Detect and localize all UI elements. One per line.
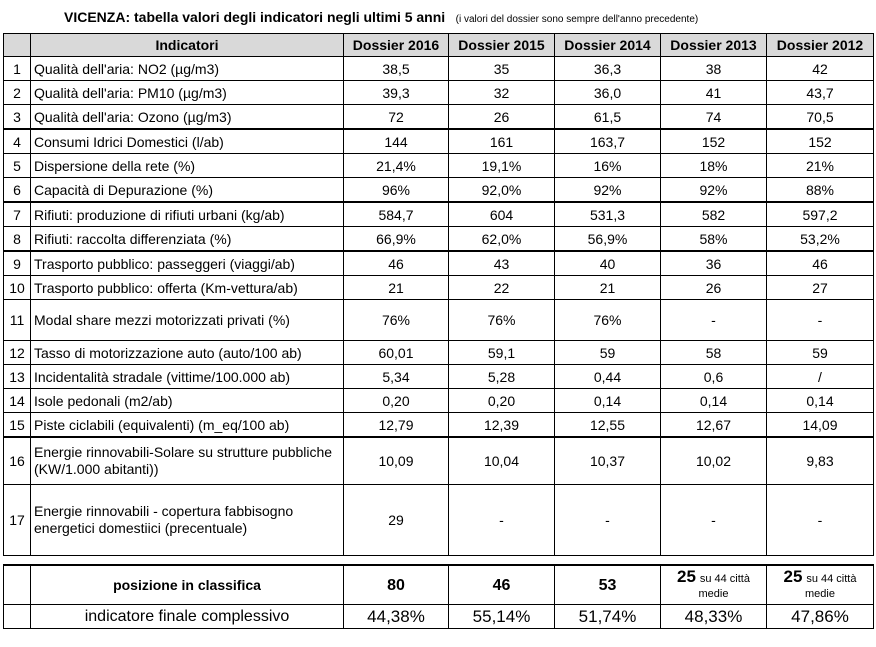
row-number: 16: [4, 437, 31, 485]
indicator-value: 21%: [767, 154, 874, 178]
ranking-value-cell: [767, 565, 874, 605]
indicator-value: -: [767, 300, 874, 341]
indicator-label: Energie rinnovabili-Solare su strutture pubbliche (KW/1.000 abitanti)): [31, 437, 344, 485]
indicator-value: 70,5: [767, 105, 874, 130]
indicator-value: 582: [661, 202, 767, 227]
indicator-label: Tasso di motorizzazione auto (auto/100 ab): [31, 341, 344, 365]
table-row: [4, 227, 874, 252]
indicator-value: 59: [555, 341, 661, 365]
indicator-value: 74: [661, 105, 767, 130]
indicator-value: 62,0%: [449, 227, 555, 252]
indicator-value: -: [767, 485, 874, 556]
row-number: 5: [4, 154, 31, 178]
indicator-value: 5,28: [449, 365, 555, 389]
indicator-value: 12,39: [449, 413, 555, 438]
ranking-value: 46: [492, 576, 511, 594]
table-row: [4, 365, 874, 389]
indicator-value: 59,1: [449, 341, 555, 365]
row-number: 4: [4, 129, 31, 154]
indicator-value: 38,5: [344, 57, 449, 81]
indicator-value: 36,0: [555, 81, 661, 105]
indicator-value: 21,4%: [344, 154, 449, 178]
indicator-value: 12,55: [555, 413, 661, 438]
indicator-value: 604: [449, 202, 555, 227]
indicator-value: 0,44: [555, 365, 661, 389]
indicator-value: 61,5: [555, 105, 661, 130]
indicator-value: 36: [661, 251, 767, 276]
header-dossier-2015: Dossier 2015: [449, 34, 555, 57]
indicator-value: 14,09: [767, 413, 874, 438]
indicator-label: Qualità dell'aria: NO2 (µg/m3): [31, 57, 344, 81]
final-value: 55,14%: [449, 605, 555, 629]
page-title: [64, 9, 698, 27]
indicator-label: Capacità di Depurazione (%): [31, 178, 344, 203]
ranking-value-cell: [555, 565, 661, 605]
indicator-value: 16%: [555, 154, 661, 178]
ranking-value: 80: [387, 576, 405, 594]
indicator-value: 27: [767, 276, 874, 300]
header-dossier-2012: Dossier 2012: [767, 34, 874, 57]
indicator-value: 26: [449, 105, 555, 130]
table-row: [4, 57, 874, 81]
indicator-value: 21: [555, 276, 661, 300]
row-number: 14: [4, 389, 31, 413]
row-number: 10: [4, 276, 31, 300]
indicator-label: Energie rinnovabili - copertura fabbisogno energetici domestiici (precentuale): [31, 485, 344, 556]
indicator-value: 29: [344, 485, 449, 556]
table-row: [4, 413, 874, 438]
indicator-value: 12,67: [661, 413, 767, 438]
indicator-value: 76%: [449, 300, 555, 341]
ranking-suffix: su 44 città medie: [698, 572, 750, 600]
indicator-value: 10,37: [555, 437, 661, 485]
indicator-value: 12,79: [344, 413, 449, 438]
indicator-label: Rifiuti: raccolta differenziata (%): [31, 227, 344, 252]
indicator-value: 92,0%: [449, 178, 555, 203]
indicator-label: Rifiuti: produzione di rifiuti urbani (kg/ab): [31, 202, 344, 227]
header-dossier-2014: Dossier 2014: [555, 34, 661, 57]
spacer-cell: [767, 556, 874, 566]
header-indicatori: Indicatori: [31, 34, 344, 57]
indicator-value: 22: [449, 276, 555, 300]
indicator-value: 0,14: [661, 389, 767, 413]
table-row: [4, 341, 874, 365]
spacer-cell: [31, 556, 344, 566]
indicator-value: 18%: [661, 154, 767, 178]
table-row: [4, 81, 874, 105]
row-number: 9: [4, 251, 31, 276]
table-row: [4, 276, 874, 300]
row-number: 11: [4, 300, 31, 341]
indicator-value: 60,01: [344, 341, 449, 365]
indicator-value: -: [555, 485, 661, 556]
row-number: 1: [4, 57, 31, 81]
indicator-value: 144: [344, 129, 449, 154]
indicator-label: Qualità dell'aria: PM10 (µg/m3): [31, 81, 344, 105]
indicator-value: 43,7: [767, 81, 874, 105]
row-number: 12: [4, 341, 31, 365]
table-row: [4, 178, 874, 203]
indicator-value: 0,20: [344, 389, 449, 413]
indicator-value: 59: [767, 341, 874, 365]
indicator-value: 43: [449, 251, 555, 276]
ranking-value: 25: [677, 566, 696, 586]
indicator-value: 53,2%: [767, 227, 874, 252]
spacer-cell: [4, 556, 31, 566]
indicator-value: 76%: [344, 300, 449, 341]
row-number: 3: [4, 105, 31, 130]
indicator-value: 152: [661, 129, 767, 154]
spacer-cell: [555, 556, 661, 566]
indicator-value: 42: [767, 57, 874, 81]
table-row: [4, 129, 874, 154]
row-number: 2: [4, 81, 31, 105]
spacer-cell: [344, 556, 449, 566]
indicator-label: Modal share mezzi motorizzati privati (%): [31, 300, 344, 341]
table-row: [4, 202, 874, 227]
indicator-value: 21: [344, 276, 449, 300]
final-row: [4, 605, 874, 629]
table-row: [4, 251, 874, 276]
indicator-value: 39,3: [344, 81, 449, 105]
indicator-value: /: [767, 365, 874, 389]
table-row: [4, 437, 874, 485]
indicator-value: 10,09: [344, 437, 449, 485]
final-value: 47,86%: [767, 605, 874, 629]
header-dossier-2016: Dossier 2016: [344, 34, 449, 57]
row-number: 7: [4, 202, 31, 227]
table-row: [4, 485, 874, 556]
indicator-value: 88%: [767, 178, 874, 203]
title-note: (i valori del dossier sono sempre dell'anno precedente): [455, 14, 699, 25]
table-row: [4, 105, 874, 130]
title-main: VICENZA: tabella valori degli indicatori negli ultimi 5 anni: [64, 9, 446, 25]
indicator-value: 0,14: [767, 389, 874, 413]
indicator-value: 36,3: [555, 57, 661, 81]
indicator-value: 92%: [661, 178, 767, 203]
indicator-label: Piste ciclabili (equivalenti) (m_eq/100 ab): [31, 413, 344, 438]
ranking-row: [4, 565, 874, 605]
header-dossier-2013: Dossier 2013: [661, 34, 767, 57]
indicator-label: Consumi Idrici Domestici (l/ab): [31, 129, 344, 154]
indicator-value: 72: [344, 105, 449, 130]
indicator-value: 96%: [344, 178, 449, 203]
final-value: 44,38%: [344, 605, 449, 629]
indicator-label: Qualità dell'aria: Ozono (µg/m3): [31, 105, 344, 130]
ranking-number-cell: [4, 565, 31, 605]
indicator-value: 584,7: [344, 202, 449, 227]
row-number: 13: [4, 365, 31, 389]
ranking-suffix: su 44 città medie: [805, 572, 857, 600]
indicator-value: 19,1%: [449, 154, 555, 178]
row-number: 15: [4, 413, 31, 438]
indicator-value: 35: [449, 57, 555, 81]
table-row: [4, 154, 874, 178]
indicator-label: Trasporto pubblico: offerta (Km-vettura/ab): [31, 276, 344, 300]
indicator-value: 152: [767, 129, 874, 154]
ranking-value: 25: [783, 566, 803, 586]
indicator-value: 597,2: [767, 202, 874, 227]
indicator-value: 66,9%: [344, 227, 449, 252]
indicator-value: 46: [767, 251, 874, 276]
ranking-value-cell: [661, 565, 767, 605]
indicator-value: 5,34: [344, 365, 449, 389]
ranking-value-cell: [344, 565, 449, 605]
indicator-value: 531,3: [555, 202, 661, 227]
indicator-value: 38: [661, 57, 767, 81]
header-row: [4, 34, 874, 57]
indicator-value: 9,83: [767, 437, 874, 485]
indicator-label: Dispersione della rete (%): [31, 154, 344, 178]
final-number-cell: [4, 605, 31, 629]
table-row: [4, 300, 874, 341]
indicator-value: 0,14: [555, 389, 661, 413]
final-label: indicatore finale complessivo: [31, 605, 344, 629]
indicator-value: 163,7: [555, 129, 661, 154]
indicator-value: 46: [344, 251, 449, 276]
ranking-value: 53: [598, 576, 617, 594]
indicators-table: [3, 33, 874, 629]
table-row: [4, 389, 874, 413]
row-number: 6: [4, 178, 31, 203]
final-value: 48,33%: [661, 605, 767, 629]
row-number: 17: [4, 485, 31, 556]
indicator-value: -: [661, 485, 767, 556]
ranking-value-cell: [449, 565, 555, 605]
indicator-value: -: [661, 300, 767, 341]
indicator-value: 26: [661, 276, 767, 300]
spacer-row: [4, 556, 874, 566]
indicator-value: 161: [449, 129, 555, 154]
indicator-value: 41: [661, 81, 767, 105]
spacer-cell: [661, 556, 767, 566]
header-number-cell: [4, 34, 31, 57]
final-value: 51,74%: [555, 605, 661, 629]
ranking-label: posizione in classifica: [31, 565, 344, 605]
indicator-label: Trasporto pubblico: passeggeri (viaggi/ab): [31, 251, 344, 276]
indicator-value: 58: [661, 341, 767, 365]
indicator-value: 32: [449, 81, 555, 105]
indicator-value: 92%: [555, 178, 661, 203]
indicator-value: 56,9%: [555, 227, 661, 252]
indicator-value: -: [449, 485, 555, 556]
indicator-value: 10,04: [449, 437, 555, 485]
indicator-label: Isole pedonali (m2/ab): [31, 389, 344, 413]
indicator-label: Incidentalità stradale (vittime/100.000 ab): [31, 365, 344, 389]
row-number: 8: [4, 227, 31, 252]
indicator-value: 58%: [661, 227, 767, 252]
indicator-value: 76%: [555, 300, 661, 341]
indicator-value: 0,6: [661, 365, 767, 389]
spacer-cell: [449, 556, 555, 566]
indicator-value: 40: [555, 251, 661, 276]
indicator-value: 10,02: [661, 437, 767, 485]
indicator-value: 0,20: [449, 389, 555, 413]
